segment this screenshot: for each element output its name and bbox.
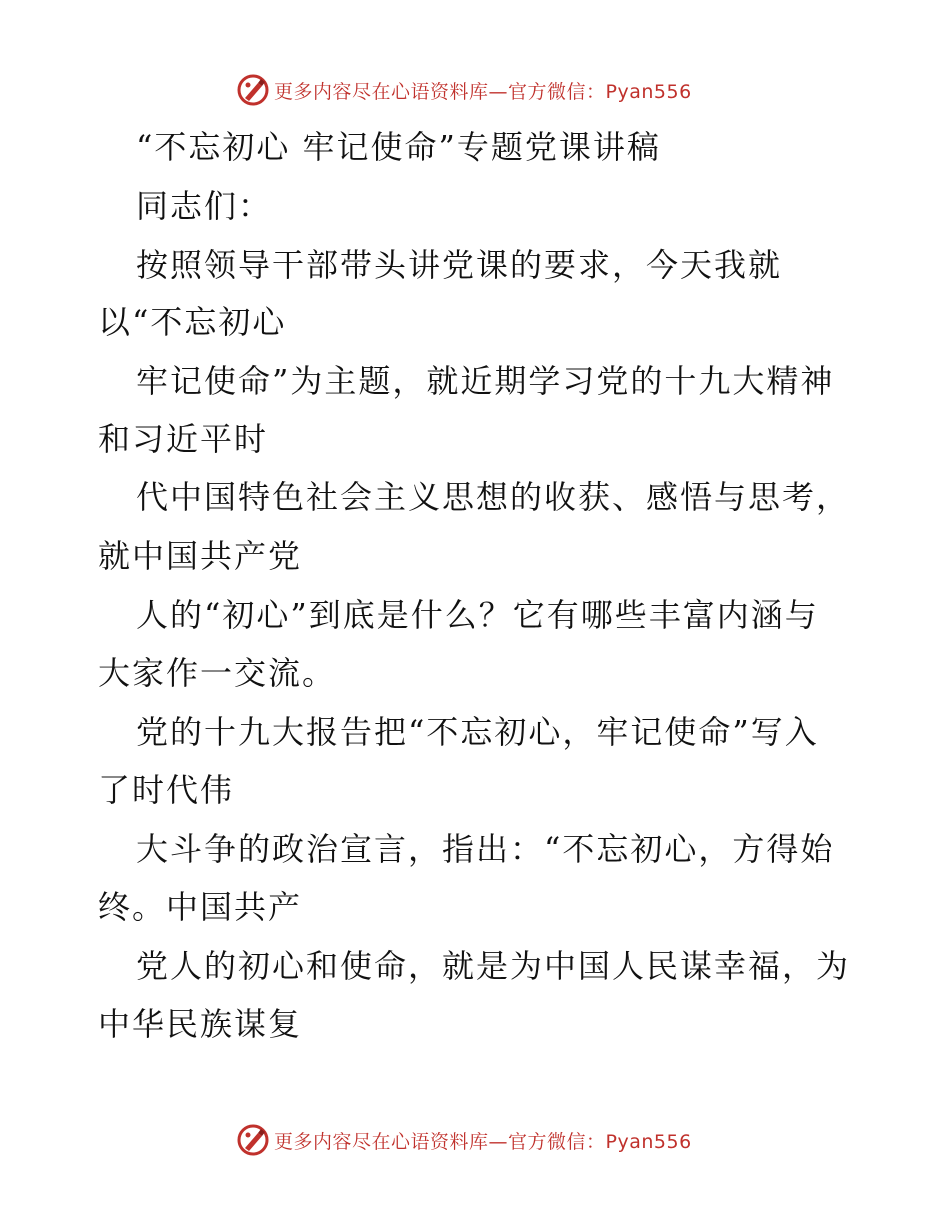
body-line: 牢记使命”为主题，就近期学习党的十九大精神 — [136, 362, 835, 400]
header-banner-text: 更多内容尽在心语资料库—官方微信：Pyan556 — [274, 80, 692, 103]
body-line: 就中国共产党 — [98, 537, 303, 575]
pen-circle-logo-icon — [236, 1123, 270, 1157]
body-line: 以“不忘初心 — [98, 303, 287, 341]
header-banner — [236, 73, 692, 107]
body-line: 按照领导干部带头讲党课的要求，今天我就 — [136, 246, 783, 284]
footer-banner — [236, 1123, 692, 1157]
body-line: 和习近平时 — [98, 420, 269, 458]
document-title: “不忘初心 牢记使命”专题党课讲稿 — [136, 128, 661, 166]
body-line: 党的十九大报告把“不忘初心，牢记使命”写入 — [136, 713, 819, 751]
body-line: 中华民族谋复 — [98, 1005, 303, 1043]
body-line: 人的“初心”到底是什么？它有哪些丰富内涵与 — [136, 596, 819, 634]
body-line: 同志们： — [136, 187, 273, 225]
pen-circle-logo-icon — [236, 73, 270, 107]
footer-banner-text: 更多内容尽在心语资料库—官方微信：Pyan556 — [274, 1130, 692, 1153]
body-line: 大斗争的政治宣言，指出：“不忘初心，方得始 — [136, 830, 835, 868]
body-line: 大家作一交流。 — [98, 654, 337, 692]
body-line: 终。中国共产 — [98, 888, 303, 926]
body-line: 代中国特色社会主义思想的收获、感悟与思考， — [136, 478, 851, 516]
body-line: 了时代伟 — [98, 771, 235, 809]
body-line: 党人的初心和使命，就是为中国人民谋幸福，为 — [136, 947, 851, 985]
